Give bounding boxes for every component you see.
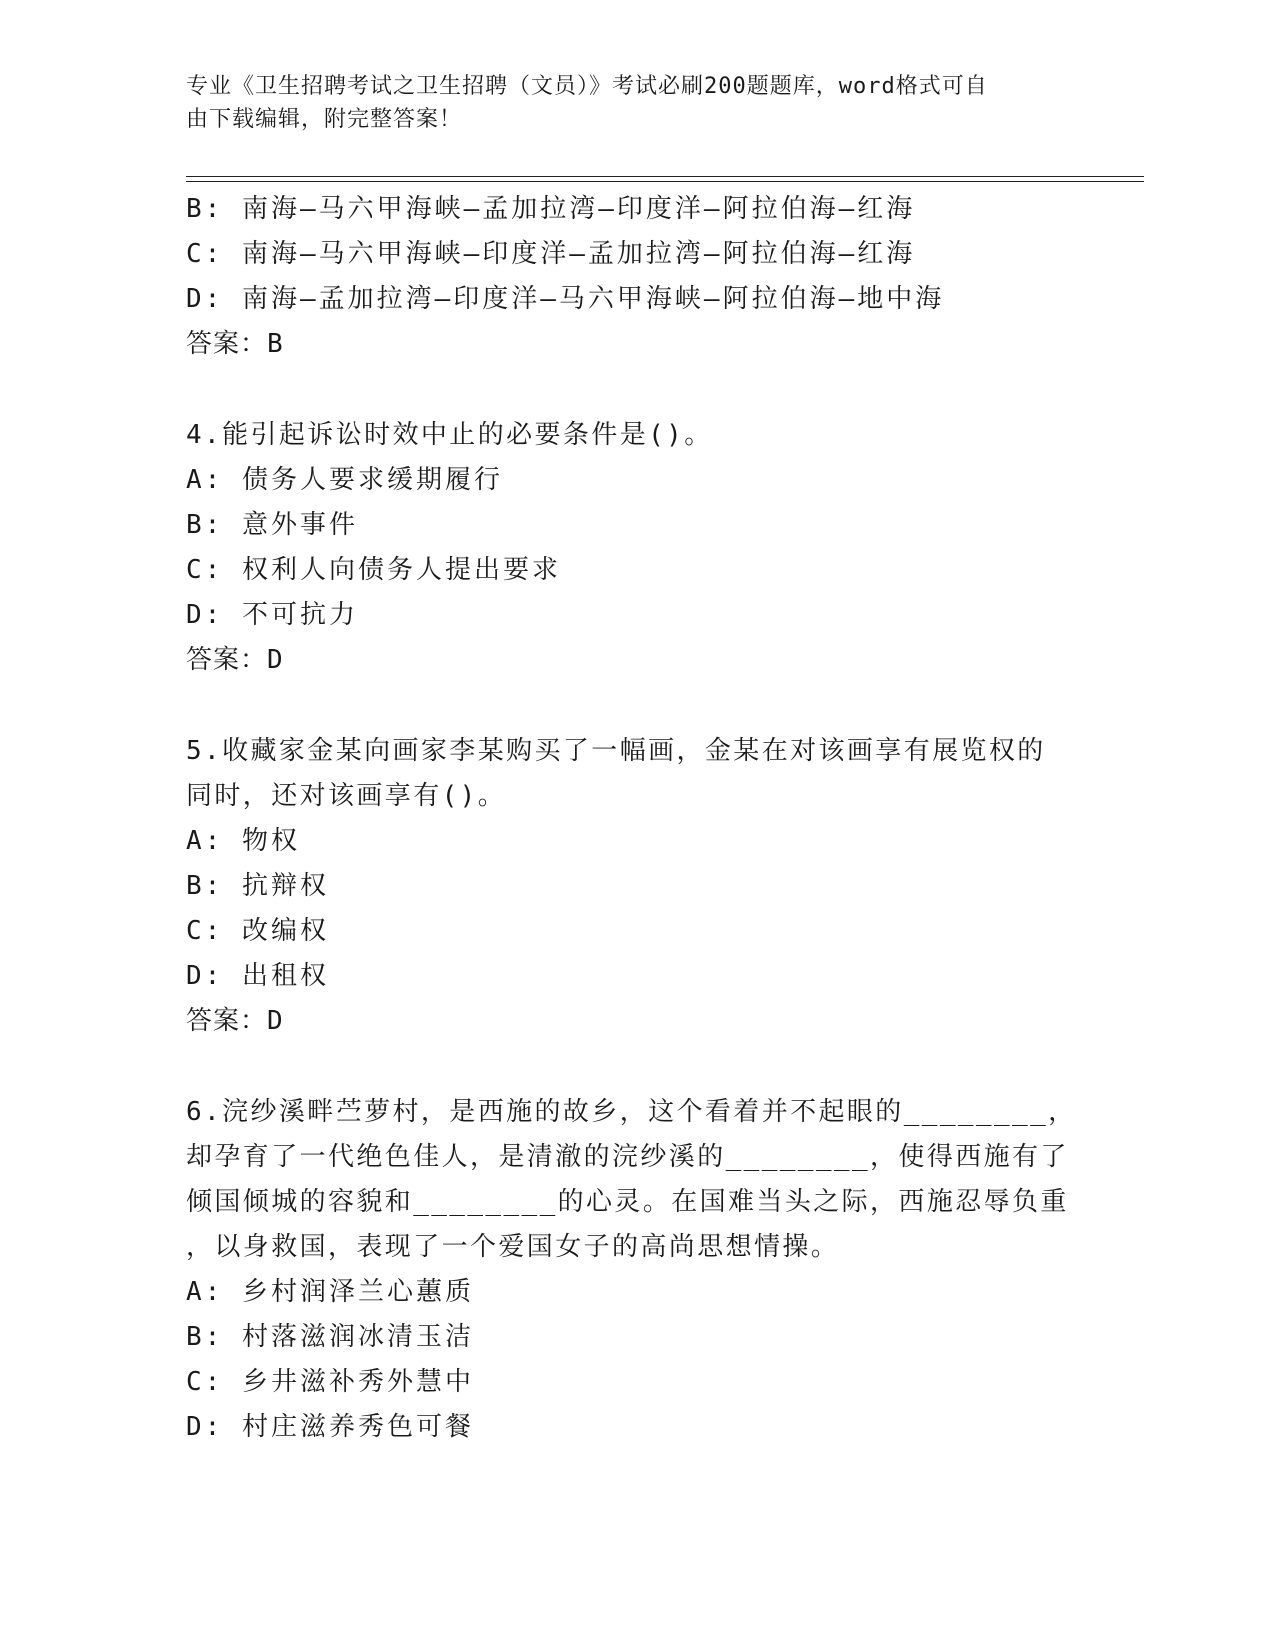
q5-option-a: A: 物权 [186, 826, 300, 856]
q5-stem-line-1: 5.收藏家金某向画家李某购买了一幅画，金某在对该画享有展览权的 [186, 736, 1046, 766]
q6-stem-line-4: ，以身救国，表现了一个爱国女子的高尚思想情操。 [186, 1232, 840, 1262]
q6-option-c: C: 乡井滋补秀外慧中 [186, 1367, 474, 1397]
q6-option-a: A: 乡村润泽兰心蕙质 [186, 1277, 474, 1307]
header-line-2: 由下载编辑，附完整答案！ [186, 107, 463, 132]
q4-stem: 4.能引起诉讼时效中止的必要条件是()。 [186, 420, 713, 450]
q6-option-d: D: 村庄滋养秀色可餐 [186, 1412, 474, 1442]
q5-answer: 答案：D [186, 1006, 284, 1036]
q6-stem-line-3: 倾国倾城的容貌和________的心灵。在国难当头之际，西施忍辱负重 [186, 1187, 1069, 1217]
q3-option-d: D: 南海—孟加拉湾—印度洋—马六甲海峡—阿拉伯海—地中海 [186, 284, 945, 314]
q4-option-a: A: 债务人要求缓期履行 [186, 465, 503, 495]
header-divider-bottom [186, 181, 1144, 182]
q4-option-c: C: 权利人向债务人提出要求 [186, 555, 561, 585]
q4-option-d: D: 不可抗力 [186, 600, 358, 630]
q6-stem-line-1: 6.浣纱溪畔苎萝村，是西施的故乡，这个看着并不起眼的________， [186, 1097, 1077, 1127]
q6-stem-line-2: 却孕育了一代绝色佳人，是清澈的浣纱溪的________，使得西施有了 [186, 1142, 1069, 1172]
q3-option-c: C: 南海—马六甲海峡—印度洋—孟加拉湾—阿拉伯海—红海 [186, 239, 916, 269]
q5-stem-line-2: 同时，还对该画享有()。 [186, 781, 507, 811]
header-line-1: 专业《卫生招聘考试之卫生招聘（文员）》考试必刷200题题库，word格式可自 [186, 74, 988, 99]
header-divider-top [186, 176, 1144, 177]
document-header [186, 70, 1066, 136]
q4-option-b: B: 意外事件 [186, 510, 358, 540]
q5-option-d: D: 出租权 [186, 961, 329, 991]
q6-option-b: B: 村落滋润冰清玉洁 [186, 1322, 474, 1352]
q5-option-c: C: 改编权 [186, 916, 329, 946]
q3-option-b: B: 南海—马六甲海峡—孟加拉湾—印度洋—阿拉伯海—红海 [186, 194, 916, 224]
q4-answer: 答案：D [186, 645, 284, 675]
q3-answer: 答案：B [186, 329, 284, 359]
q5-option-b: B: 抗辩权 [186, 871, 329, 901]
